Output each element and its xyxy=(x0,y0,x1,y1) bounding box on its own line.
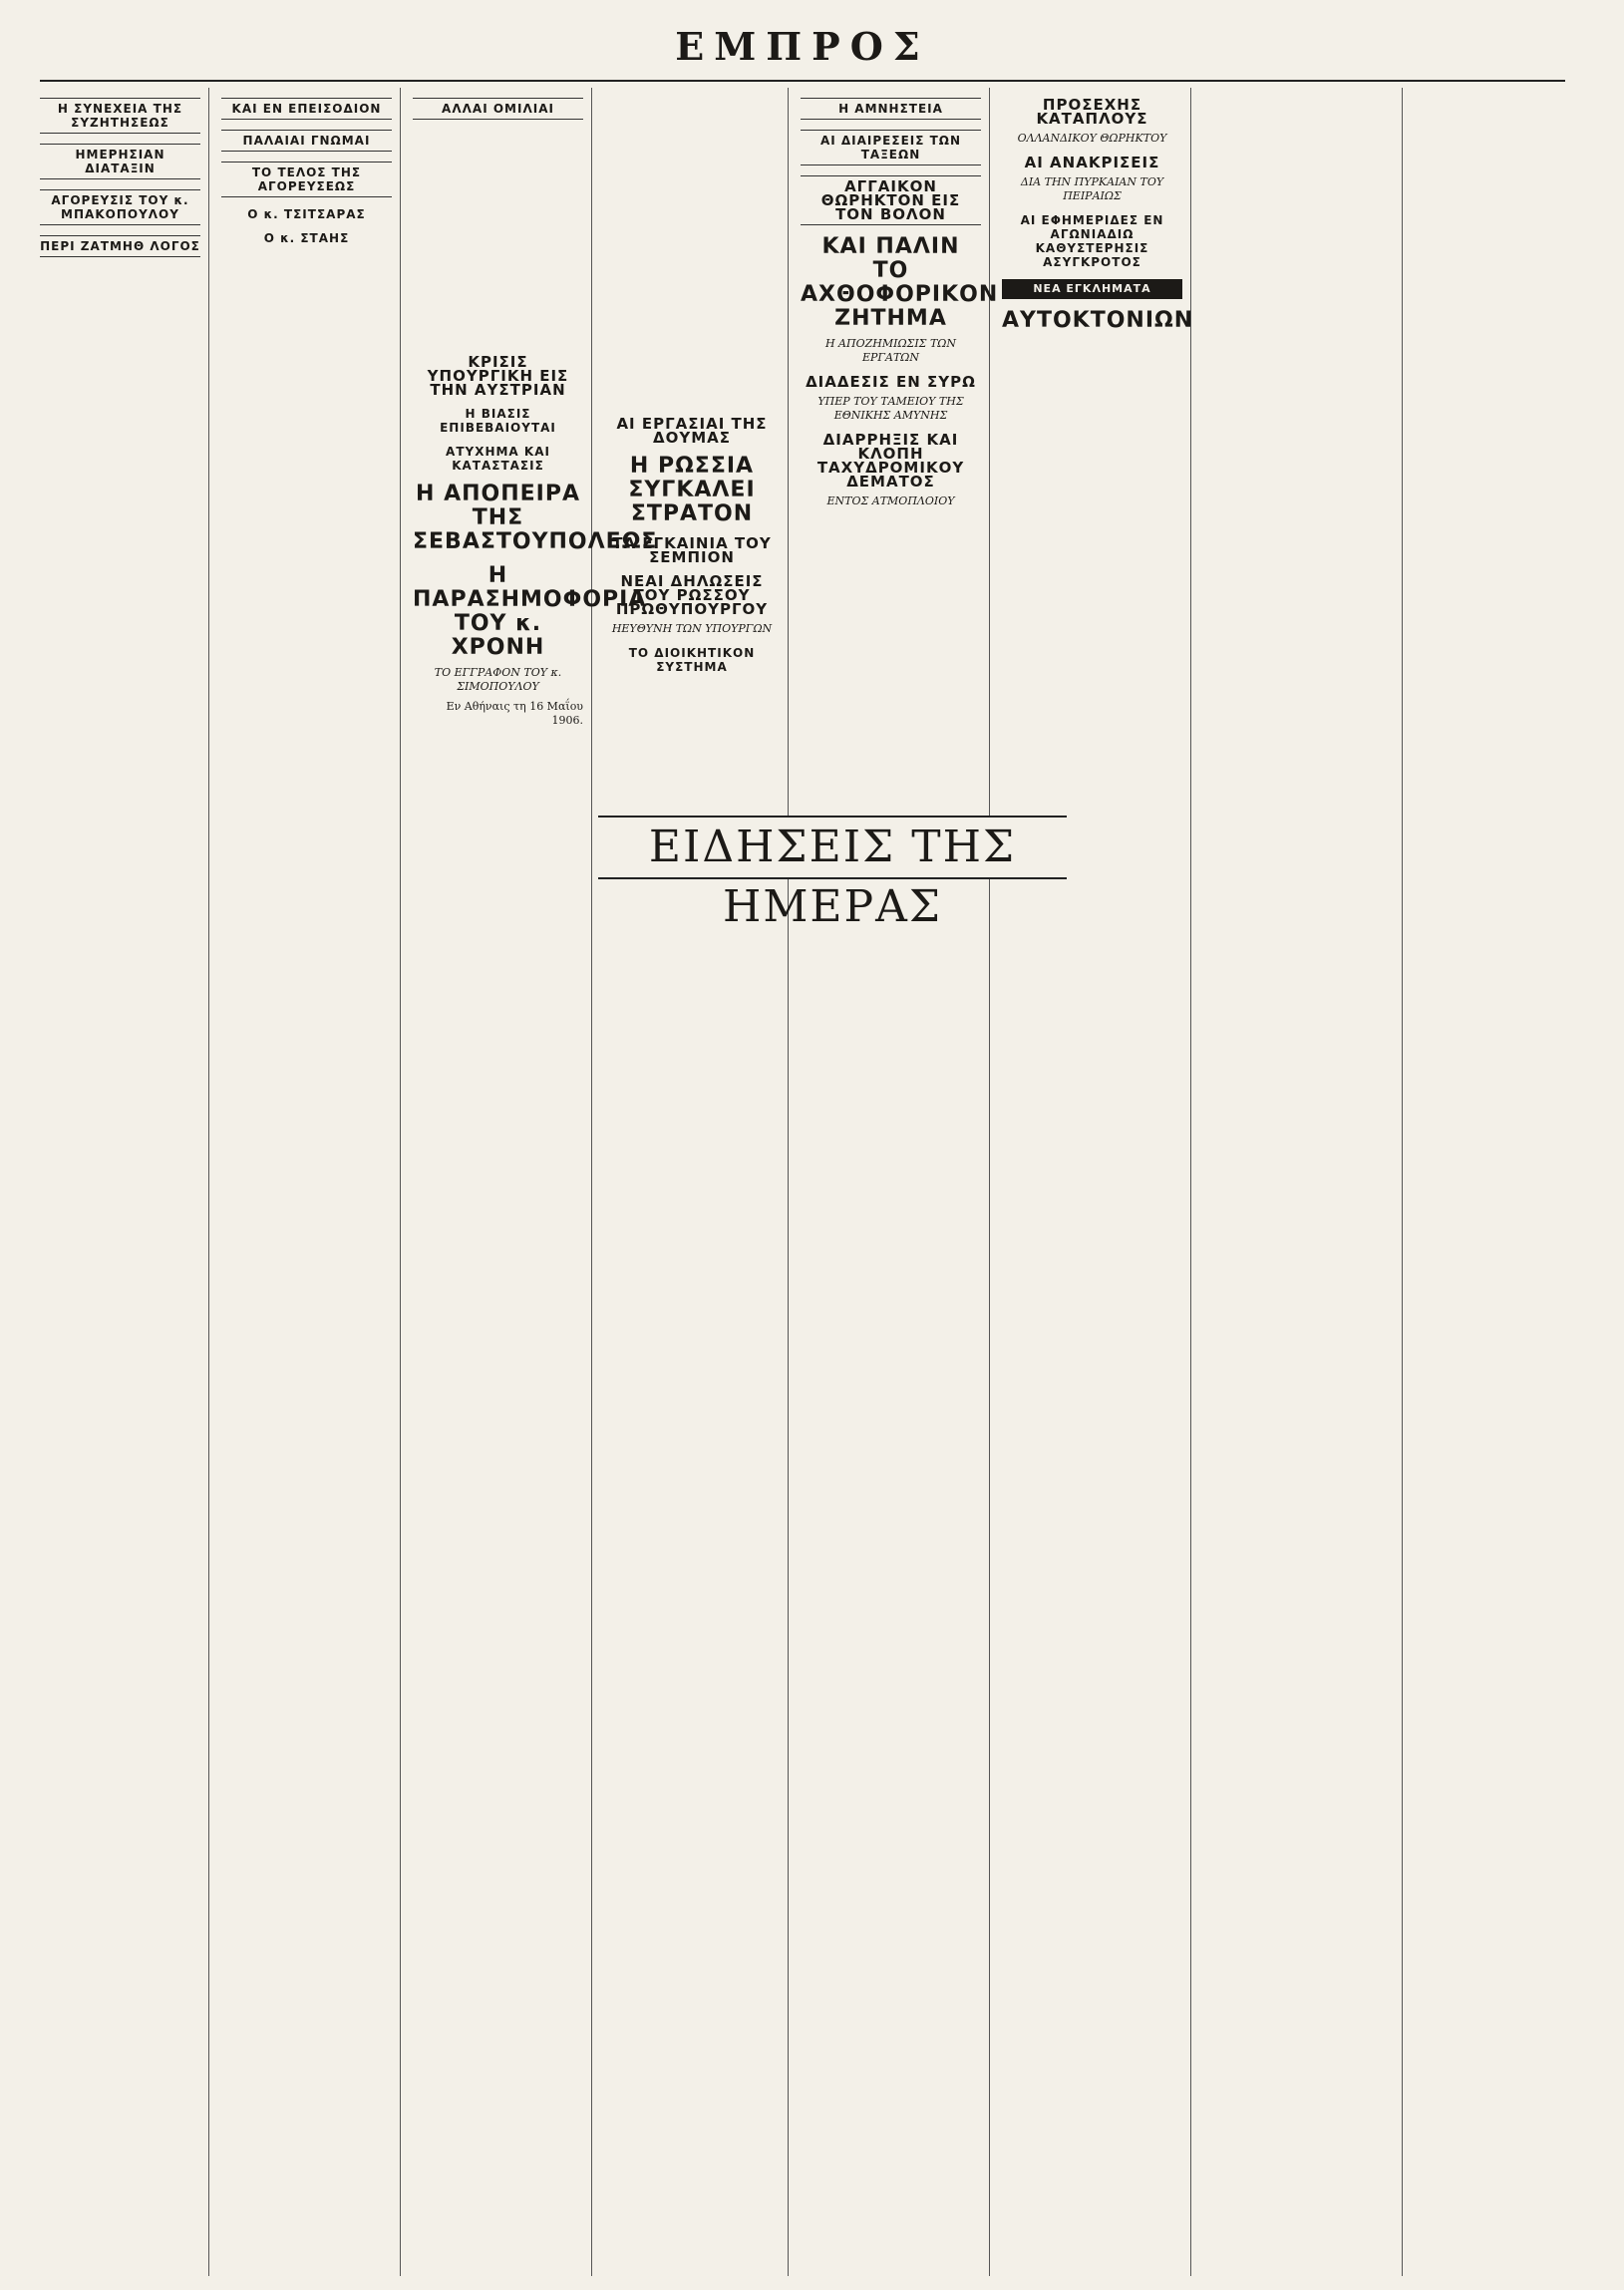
news-heading-3: ΑΤΥΧΗΜΑ ΚΑΙ ΚΑΤΑΣΤΑΣΙΣ xyxy=(446,445,550,473)
col2-heading-4: Ο κ. ΤΣΙΤΣΑΡΑΣ xyxy=(247,207,366,221)
col5-sub-2: ΔΙΑ ΤΗΝ ΠΥΡΚΑΙΑΝ ΤΟΥ ΠΕΙΡΑΙΩΣ xyxy=(1020,175,1164,202)
news-heading-7: Η ΡΩΣΣΙΑ ΣΥΓΚΑΛΕΙ ΣΤΡΑΤΟΝ xyxy=(628,454,756,526)
column-1 xyxy=(40,88,209,2276)
col4-heading-3: ΑΓΓΑΙΚΟΝ ΘΩΡΗΚΤΟΝ ΕΙΣ ΤΟΝ ΒΟΛΟΝ xyxy=(801,175,981,225)
newspaper-page xyxy=(40,18,1565,2276)
news-heading-1: ΚΡΙΣΙΣ ΥΠΟΥΡΓΙΚΗ ΕΙΣ ΤΗΝ ΑΥΣΤΡΙΑΝ xyxy=(427,353,569,399)
col2-heading-1: ΚΑΙ ΕΝ ΕΠΕΙΣΟΔΙΟΝ xyxy=(221,98,392,120)
news-sub-9: ΗΕΥΘΥΝΗ ΤΩΝ ΥΠΟΥΡΓΩΝ xyxy=(611,622,773,635)
news-heading-8: ΤΑ ΕΓΚΑΙΝΙΑ ΤΟΥ ΣΕΜΠΙΟΝ xyxy=(612,534,772,566)
news-sub-5: ΤΟ ΕΓΓΡΑΦΟΝ ΤΟΥ κ. ΣΙΜΟΠΟΥΛΟΥ xyxy=(434,666,562,693)
columns xyxy=(40,88,1565,2276)
news-heading-6: ΑΙ ΕΡΓΑΣΙΑΙ ΤΗΣ ΔΟΥΜΑΣ xyxy=(616,415,768,447)
news-heading-9: ΝΕΑΙ ΔΗΛΩΣΕΙΣ ΤΟΥ ΡΩΣΣΟΥ ΠΡΩΘΥΠΟΥΡΓΟΥ xyxy=(615,572,769,618)
col2-heading-5: Ο κ. ΣΤΑΗΣ xyxy=(263,231,350,245)
col5-heading-1: ΠΡΟΣΕΧΗΣ ΚΑΤΑΠΛΟΥΣ xyxy=(1036,96,1148,128)
col4-heading-5: ΔΙΑΔΕΣΙΣ ΕΝ ΣΥΡΩ xyxy=(806,373,976,391)
col1-heading-2: ΗΜΕΡΗΣΙΑΝ ΔΙΑΤΑΞΙΝ xyxy=(40,144,200,179)
col4-heading-1: Η ΑΜΝΗΣΤΕΙΑ xyxy=(801,98,981,120)
news-heading-2: Η ΒΙΑΣΙΣ ΕΠΙΒΕΒΑΙΟΥΤΑΙ xyxy=(440,407,556,435)
column-8 xyxy=(1415,88,1624,2276)
col4-sub-4: Η ΑΠΟΖΗΜΙΩΣΙΣ ΤΩΝ ΕΡΓΑΤΩΝ xyxy=(824,337,957,364)
col5-heading-5: ΑΥΤΟΚΤΟΝΙΩΝ xyxy=(1002,308,1194,333)
news-heading-5: Η ΠΑΡΑΣΗΜΟΦΟΡΙΑ ΤΟΥ κ. ΧΡΟΝΗ xyxy=(413,563,647,660)
news-heading-10: ΤΟ ΔΙΟΙΚΗΤΙΚΟΝ ΣΥΣΤΗΜΑ xyxy=(628,646,756,674)
column-5 xyxy=(801,88,999,2276)
news-of-the-day-banner: ΕΙΔΗΣΕΙΣ ΤΗΣ ΗΜΕΡΑΣ xyxy=(598,816,1067,879)
col4-heading-2: ΑΙ ΔΙΑΙΡΕΣΕΙΣ ΤΩΝ ΤΑΞΕΩΝ xyxy=(801,130,981,165)
newspaper-title: ΕΜΠΡΟΣ xyxy=(675,24,930,69)
col5-heading-2: ΑΙ ΑΝΑΚΡΙΣΕΙΣ xyxy=(1024,154,1160,171)
column-2 xyxy=(221,88,401,2276)
masthead xyxy=(40,18,1565,82)
news-heading-4: Η ΑΠΟΠΕΙΡΑ ΤΗΣ ΣΕΒΑΣΤΟΥΠΟΛΕΩΣ xyxy=(413,482,658,554)
col4-sub-5: ΥΠΕΡ ΤΟΥ ΤΑΜΕΙΟΥ ΤΗΣ ΕΘΝΙΚΗΣ ΑΜΥΝΗΣ xyxy=(817,395,964,422)
col5-heading-3: ΑΙ ΕΦΗΜΕΡΙΔΕΣ ΕΝ ΑΓΩΝΙΑΔΙΩ ΚΑΘΥΣΤΕΡΗΣΙΣ ΑΣΥΓΚΡΟΤΟΣ xyxy=(1020,213,1164,269)
col2-heading-3: ΤΟ ΤΕΛΟΣ ΤΗΣ ΑΓΟΡΕΥΣΕΩΣ xyxy=(221,162,392,197)
dateline: Εν Αθήναις τη 16 Μαΐου 1906. xyxy=(446,700,583,727)
col5-heading-4: ΝΕΑ ΕΓΚΛΗΜΑΤΑ xyxy=(1002,279,1182,299)
col4-heading-6: ΔΙΑΡΡΗΞΙΣ ΚΑΙ ΚΛΟΠΗ ΤΑΧΥΔΡΟΜΙΚΟΥ ΔΕΜΑΤΟΣ xyxy=(816,431,965,491)
col4-sub-6: ΕΝΤΟΣ ΑΤΜΟΠΛΟΙΟΥ xyxy=(826,494,955,507)
column-6 xyxy=(1002,88,1194,2276)
column-4 xyxy=(604,88,789,2276)
col2-heading-2: ΠΑΛΑΙΑΙ ΓΝΩΜΑΙ xyxy=(221,130,392,152)
col3-heading-1: ΑΛΛΑΙ ΟΜΙΛΙΑΙ xyxy=(413,98,583,120)
column-3 xyxy=(413,88,658,2276)
col1-heading-4: ΠΕΡΙ ΖΑΤΜΗΘ ΛΟΓΟΣ xyxy=(40,235,200,257)
column-7 xyxy=(1203,88,1403,2276)
col4-heading-4: ΚΑΙ ΠΑΛΙΝ ΤΟ ΑΧΘΟΦΟΡΙΚΟΝ ΖΗΤΗΜΑ xyxy=(801,234,999,331)
col5-sub-1: ΟΛΛΑΝΔΙΚΟΥ ΘΩΡΗΚΤΟΥ xyxy=(1017,132,1167,145)
col1-heading-3: ΑΓΟΡΕΥΣΙΣ ΤΟΥ κ. ΜΠΑΚΟΠΟΥΛΟΥ xyxy=(40,189,200,225)
col1-heading-1: Η ΣΥΝΕΧΕΙΑ ΤΗΣ ΣΥΖΗΤΗΣΕΩΣ xyxy=(40,98,200,134)
